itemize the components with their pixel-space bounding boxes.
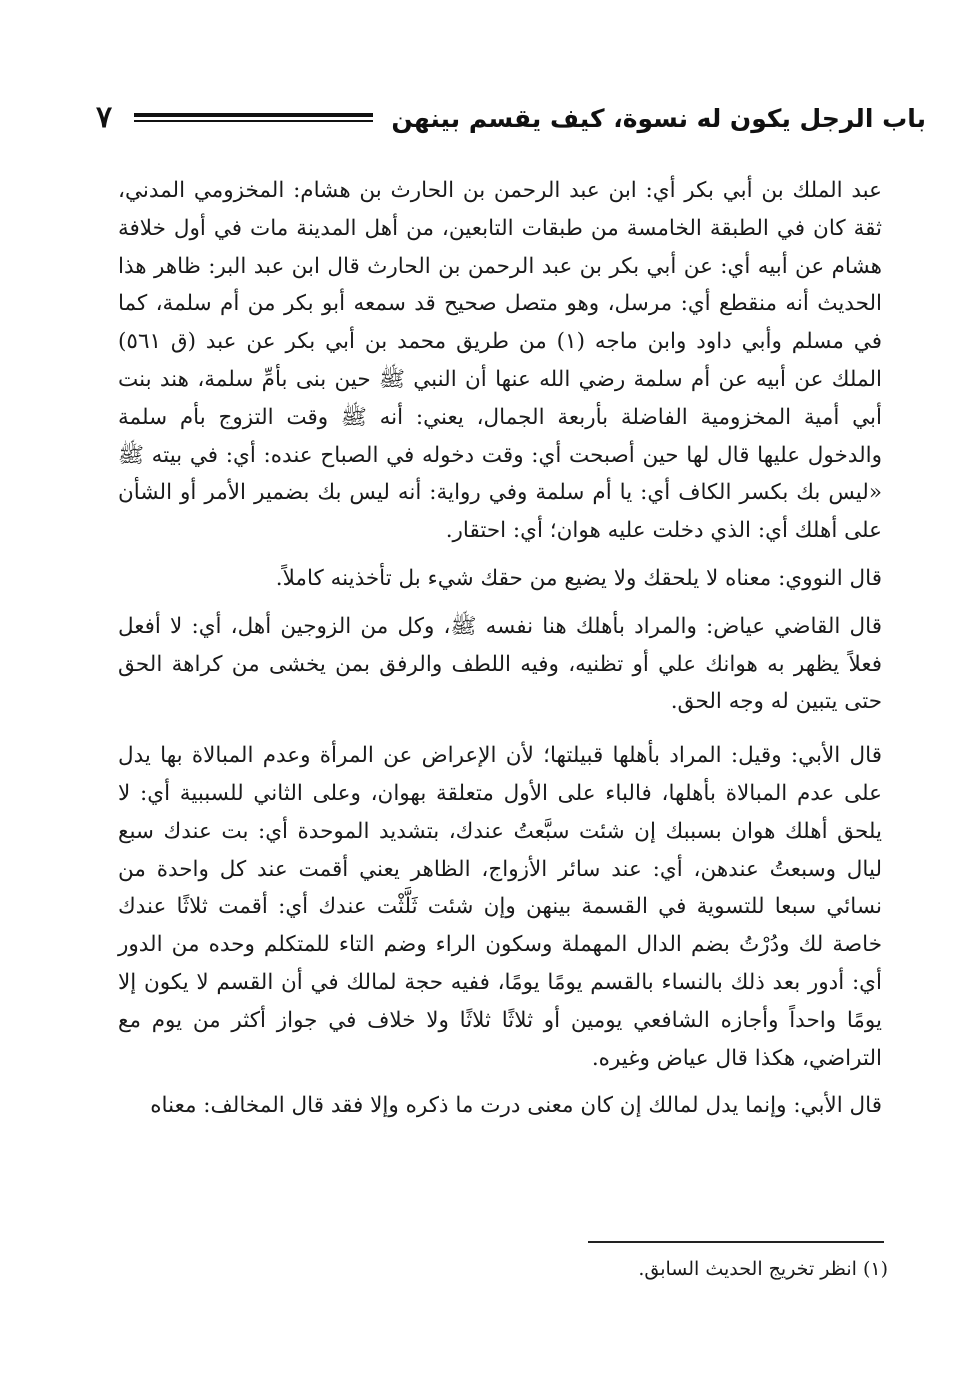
paragraph: عبد الملك بن أبي بكر أي: ابن عبد الرحمن بن الحارث بن هشام: المخزومي المدني، ثقة كان في الطبقة الخامسة من طبقات التابعين، من أهل المدينة مات في أول خلافة هشام عن أبيه أي: عن أبي بكر بن عبد الرحمن بن الحارث قال ابن عبد البر: ظاهر هذا الحديث أنه منقطع أي: مرسل، وهو متصل صحيح قد سمعه أبو بكر من أم سلمة، كما في مسلم وأبي داود وابن ماجه (١) من طريق محمد بن أبي بكر عن عبد (ق ٥٦١) الملك عن أبيه عن أم سلمة رضي الله عنها أن النبي ﷺ حين بنى بأمِّ سلمة، هند بنت أبي أمية المخزومية الفاضلة بأربعة الجمال، يعني: أنه ﷺ وقت التزوج بأم سلمة والدخول عليها قال لها حين أصبحت أي: وقت دخوله في الصباح عنده: أي: في بيته ﷺ «ليس بك بكسر الكاف أي: يا أم سلمة وفي رواية: أنه ليس بك بضمير الأمر أو الشأن على أهلك أي: الذي دخلت عليه هوان؛ أي: احتقار. — [118, 178, 882, 544]
header-rule — [134, 113, 373, 123]
footnote: (١) انظر تخريج الحديث السابق. — [638, 1258, 888, 1280]
paragraph: قال النووي: معناه لا يلحقك ولا يضيع من حقك شيء بل تأخذينه كاملاً. — [275, 565, 882, 591]
footnote-separator — [588, 1241, 884, 1243]
running-header — [96, 92, 926, 144]
page-number: ٧ — [96, 100, 113, 135]
paragraph: قال الأبي: وإنما يدل لمالك إن كان معنى درت ما ذكره وإلا فقد قال المخالف: معناه — [150, 1093, 882, 1119]
chapter-title: باب الرجل يكون له نسوة، كيف يقسم بينهن — [391, 103, 926, 133]
main-text — [118, 172, 882, 1125]
paragraph: قال الأبي: وقيل: المراد بأهلها قبيلتها؛ لأن الإعراض عن المرأة وعدم المبالاة بها يدل على عدم المبالاة بأهلها، فالباء على الأول متعلقة بهوان، وعلى الثاني للسببية أي: لا يلحق أهلك هوان بسببك إن شئت سبَّعتُ عندك، بتشديد الموحدة أي: بت عندك سبع ليال وسبعتُ عندهن، أي: عند سائر الأزواج، الظاهر يعني أقمت عند كل واحدة من نسائي سبعا للتسوية في القسمة بينهن وإن شئت ثَلَّثْت عندك أي: أقمت ثلاثًا عندك خاصة لك ودُرْتُ بضم الدال المهملة وسكون الراء وضم التاء للمتكلم وحده من الدور أي: أدور بعد ذلك بالنساء بالقسم يومًا يومًا، ففيه حجة لمالك في أن القسم لا يكون إلا يومًا واحداً وأجازه الشافعي يومين أو ثلاثًا ثلاثًا ولا خلاف في جواز أكثر من يوم مع التراضي، هكذا قال عياض وغيره. — [118, 743, 883, 1071]
paragraph: قال القاضي عياض: والمراد بأهلك هنا نفسه ﷺ، وكل من الزوجين أهل، أي: لا أفعل فعلاً يظهر به هوانك علي أو تظنيه، وفيه اللطف والرفق بمن يخشى من كراهة الحق حتى يتبين له وجه الحق. — [118, 613, 882, 715]
